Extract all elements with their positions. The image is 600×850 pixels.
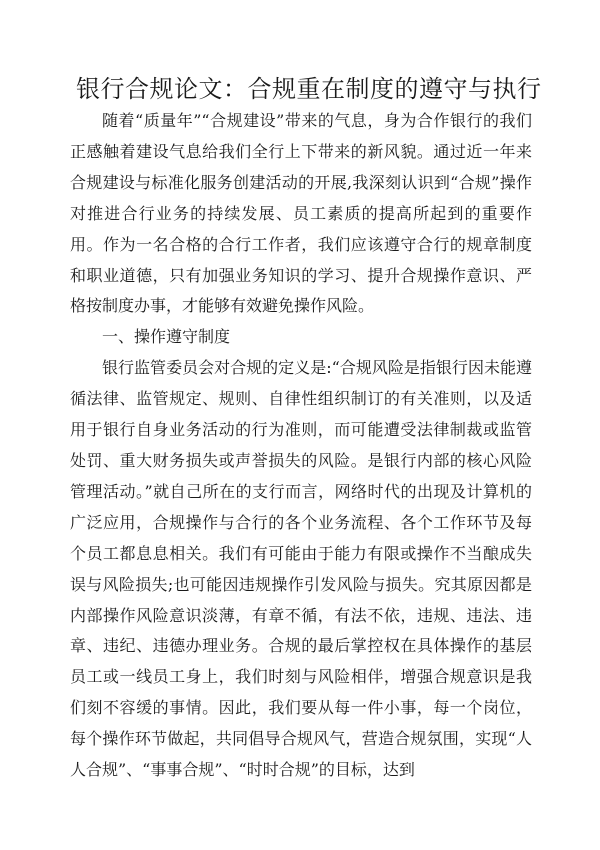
intro-paragraph: 随着“质量年”“合规建设”带来的气息，身为合作银行的我们正感触着建设气息给我们全行上下带来的新风貌。通过近一年来合规建设与标准化服务创建活动的开展,我深刻认识到“合规”操作对推进合行业务的持续发展、员工素质的提高所起到的重要作用。作为一名合格的合行工作者，我们应该遵守合行的规章制度和职业道德，只有加强业务知识的学习、提升合规操作意识、严格按制度办事，才能够有效避免操作风险。 [70, 111, 532, 316]
section-heading: 一、操作遵守制度 [102, 327, 231, 347]
section-paragraph: 银行监管委员会对合规的定义是:“合规风险是指银行因未能遵循法律、监管规定、规则、自律性组织制订的有关准则，以及适用于银行自身业务活动的行为准则，而可能遭受法律制裁或监管处罚、重大财务损失或声誉损失的风险。是银行内部的核心风险管理活动。”就自己所在的支行而言，网络时代的出现及计算机的广泛应用，合规操作与合行的各个业务流程、各个工作环节及每个员工都息息相关。我们有可能由于能力有限或操作不当酿成失误与风险损失;也可能因违规操作引发风险与损失。究其原因都是内部操作风险意识淡薄，有章不循，有法不依，违规、违法、违章、违纪、违德办理业务。合规的最后掌控权在具体操作的基层员工或一线员工身上，我们时刻与风险相伴，增强合规意识是我们刻不容缓的事情。因此，我们要从每一件小事，每一个岗位，每个操作环节做起，共同倡导合规风气，营造合规氛围，实现“人人合规”、“事事合规”、“时时合规”的目标，达到 [70, 358, 532, 780]
document-title: 银行合规论文：合规重在制度的遵守与执行 [76, 75, 542, 103]
document-body [70, 106, 532, 786]
